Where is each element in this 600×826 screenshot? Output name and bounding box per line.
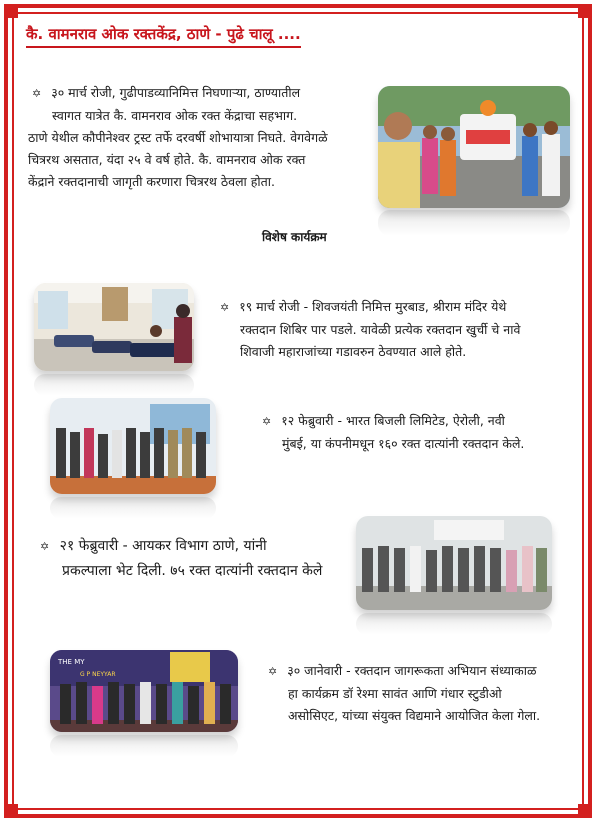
blood-donation-camp-photo	[34, 283, 194, 371]
section-income-tax	[40, 534, 350, 583]
text-line: ३० मार्च रोजी, गुढीपाडव्यानिमित्त निघणाऱ्या, ठाण्यातील	[51, 85, 301, 100]
corner-ornament	[4, 804, 18, 818]
text-line: शिवाजी महाराजांच्या गडावरुन ठेवण्यात आले होते.	[240, 344, 467, 359]
star-bullet-icon: ✡	[40, 540, 50, 553]
text-line: ३० जानेवारी - रक्तदान जागरूकता अभियान संध्याकाळ	[287, 663, 537, 678]
banner-text: THE MY	[58, 658, 85, 666]
procession-photo	[378, 86, 570, 208]
corner-ornament	[4, 4, 18, 18]
photo-reflection	[34, 374, 194, 396]
text-line: १२ फेब्रुवारी - भारत बिजली लिमिटेड, ऐरोली, नवी	[281, 413, 505, 428]
text-line: स्वागत यात्रेत कै. वामनराव ओक रक्त केंद्राचा सहभाग.	[52, 108, 298, 123]
star-bullet-icon: ✡	[268, 665, 278, 678]
special-programs-heading: विशेष कार्यक्रम	[262, 230, 327, 244]
page-title: कै. वामनराव ओक रक्तकेंद्र, ठाणे - पुढे चालू ....	[26, 24, 301, 48]
section-guadipadwa	[28, 82, 378, 193]
text-line: २१ फेब्रुवारी - आयकर विभाग ठाणे, यांनी	[59, 538, 267, 554]
text-line: हा कार्यक्रम डॉ रेश्मा सावंत आणि गंधार स्टुडीओ	[288, 686, 502, 701]
section-shivjayanti	[220, 296, 570, 363]
text-line: १९ मार्च रोजी - शिवजयंती निमित्त मुरबाड, श्रीराम मंदिर येथे	[239, 299, 507, 314]
text-line: असोसिएट, यांच्या संयुक्त विद्यमाने आयोजित केला गेला.	[288, 708, 541, 723]
income-tax-group-photo	[356, 516, 552, 610]
text-line: मुंबई, या कंपनीमधून १६० रक्त दात्यांनी रक्तदान केले.	[282, 436, 525, 451]
bharat-bijlee-group-photo	[50, 398, 216, 494]
star-bullet-icon: ✡	[220, 301, 230, 314]
text-line: रक्तदान शिबिर पार पडले. यावेळी प्रत्येक रक्तदान खुर्ची चे नावे	[240, 322, 521, 337]
star-bullet-icon: ✡	[262, 415, 272, 428]
text-line: प्रकल्पाला भेट दिली. ७५ रक्त दात्यांनी रक्तदान केले	[62, 563, 323, 579]
photo-reflection	[50, 735, 238, 757]
text-line: चित्ररथ असतात, यंदा २५ वे वर्ष होते. कै. वामनराव ओक रक्त	[28, 152, 306, 167]
photo-reflection	[50, 497, 216, 519]
text-line: ठाणे येथील कौपीनेश्वर ट्रस्ट तर्फे दरवर्षी शोभायात्रा निघते. वेगवेगळे	[28, 130, 328, 145]
photo-reflection	[378, 210, 570, 236]
section-bharat-bijlee	[262, 410, 572, 455]
corner-ornament	[578, 4, 592, 18]
text-line: केंद्राने रक्तदानाची जागृती करणारा चित्ररथ ठेवला होता.	[28, 174, 275, 189]
photo-reflection	[356, 613, 552, 635]
awareness-event-photo	[50, 650, 238, 732]
corner-ornament	[578, 804, 592, 818]
section-awareness-campaign	[268, 660, 578, 727]
star-bullet-icon: ✡	[32, 87, 42, 100]
banner-text: G P NEYYAR	[80, 671, 116, 678]
